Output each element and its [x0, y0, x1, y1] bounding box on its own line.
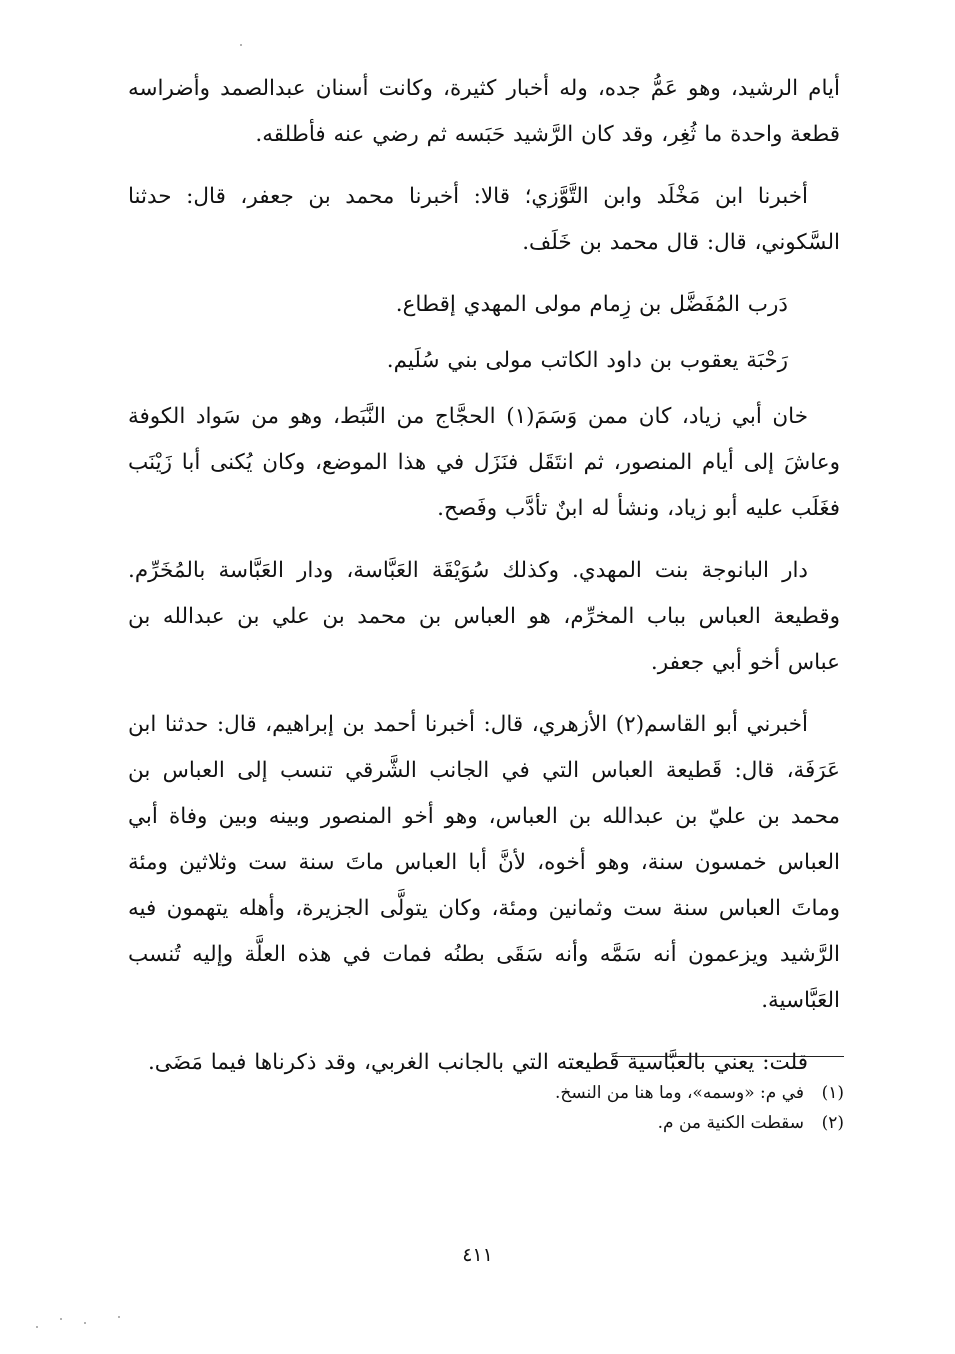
main-text	[128, 66, 840, 1102]
paragraph-6: دار البانوجة بنت المهدي. وكذلك سُوَيْقَة العَبَّاسة، ودار العَبَّاسة بالمُخَرِّم. وقطيعة العباس بباب المخرِّم، هو العباس بن محمد بن علي بن عبدالله بن عباس أخو أبي جعفر.	[128, 558, 840, 675]
paragraph-7: أخبرني أبو القاسم(٢) الأزهري، قال: أخبرنا أحمد بن إبراهيم، قال: حدثنا ابن عَرَفَة، قال: قَطيعة العباس التي في الجانب الشَّرقي تنسب إلى العباس بن محمد بن عليّ بن عبدالله بن العباس، وهو أخو المنصور وبينه وبين وفاة أبي العباس خمسون سنة، وهو أخوه، لأنَّ أبا العباس ماتَ سنة ست وثلاثين ومئة وماتَ العباس سنة ست وثمانين ومئة، وكان يتولَّى الجزيرة، وأهله يتهمون فيه الرَّشيد ويزعمون أنه سَمَّه وأنه سَقَى بطنُه فمات في هذه العلَّة وإليه تُنسب العَبَّاسية.	[128, 712, 840, 1013]
paragraph-8: قلت: يعني بالعبَّاسية قَطيعته التي بالجانب الغربي، وقد ذكرناها فيما مَضَى.	[147, 1050, 808, 1075]
footnote-text: سقطت الكنية من م.	[657, 1113, 804, 1133]
footnotes	[360, 1078, 844, 1138]
footnote-number: (١)	[821, 1083, 844, 1103]
scan-speck	[36, 1326, 38, 1328]
paragraph-1: أيام الرشيد، وهو عَمُّ جده، وله أخبار كثيرة، وكانت أسنان عبدالصمد وأضراسه قطعة واحدة ما ثُغِر، وقد كان الرَّشيد حَبَسه ثم رضي عنه فأطلقه.	[128, 76, 840, 147]
paragraph-4: رَحْبَة يعقوب بن داود الكاتب مولى بني سُلَيم.	[386, 348, 788, 373]
paragraph-5: خان أبي زياد، كان ممن وَسَمَ(١) الحجَّاج من النَّبَط، وهو من سَواد الكوفة وعاشَ إلى أيام المنصور، ثم انتَقَل فنَزَل في هذا الموضع، وكان يُكنى أبا زَيْنَب فغَلَب عليه أبو زياد، ونشأ له ابنٌ تأدَّب وفَصح.	[128, 404, 840, 521]
scan-speck	[118, 1316, 120, 1318]
scan-speck	[60, 1318, 62, 1320]
footnote-item	[360, 1078, 844, 1108]
scan-speck	[240, 44, 242, 46]
page-number: ٤١١	[462, 1244, 493, 1266]
footnote-text: في م: «وسمه»، وما هنا من النسخ.	[554, 1083, 804, 1103]
paragraph-3: دَرب المُفَضَّل بن زِمام مولى المهدي إقطاع.	[395, 292, 788, 317]
footnote-number: (٢)	[821, 1113, 844, 1133]
scan-speck	[84, 1322, 86, 1324]
footnote-item	[360, 1108, 844, 1138]
paragraph-2: أخبرنا ابن مَخْلَد وابن التَّوَّزي؛ قالا: أخبرنا محمد بن جعفر، قال: حدثنا السَّكوني، قال: قال محمد بن خَلَف.	[128, 184, 840, 255]
footnote-divider	[612, 1056, 844, 1057]
